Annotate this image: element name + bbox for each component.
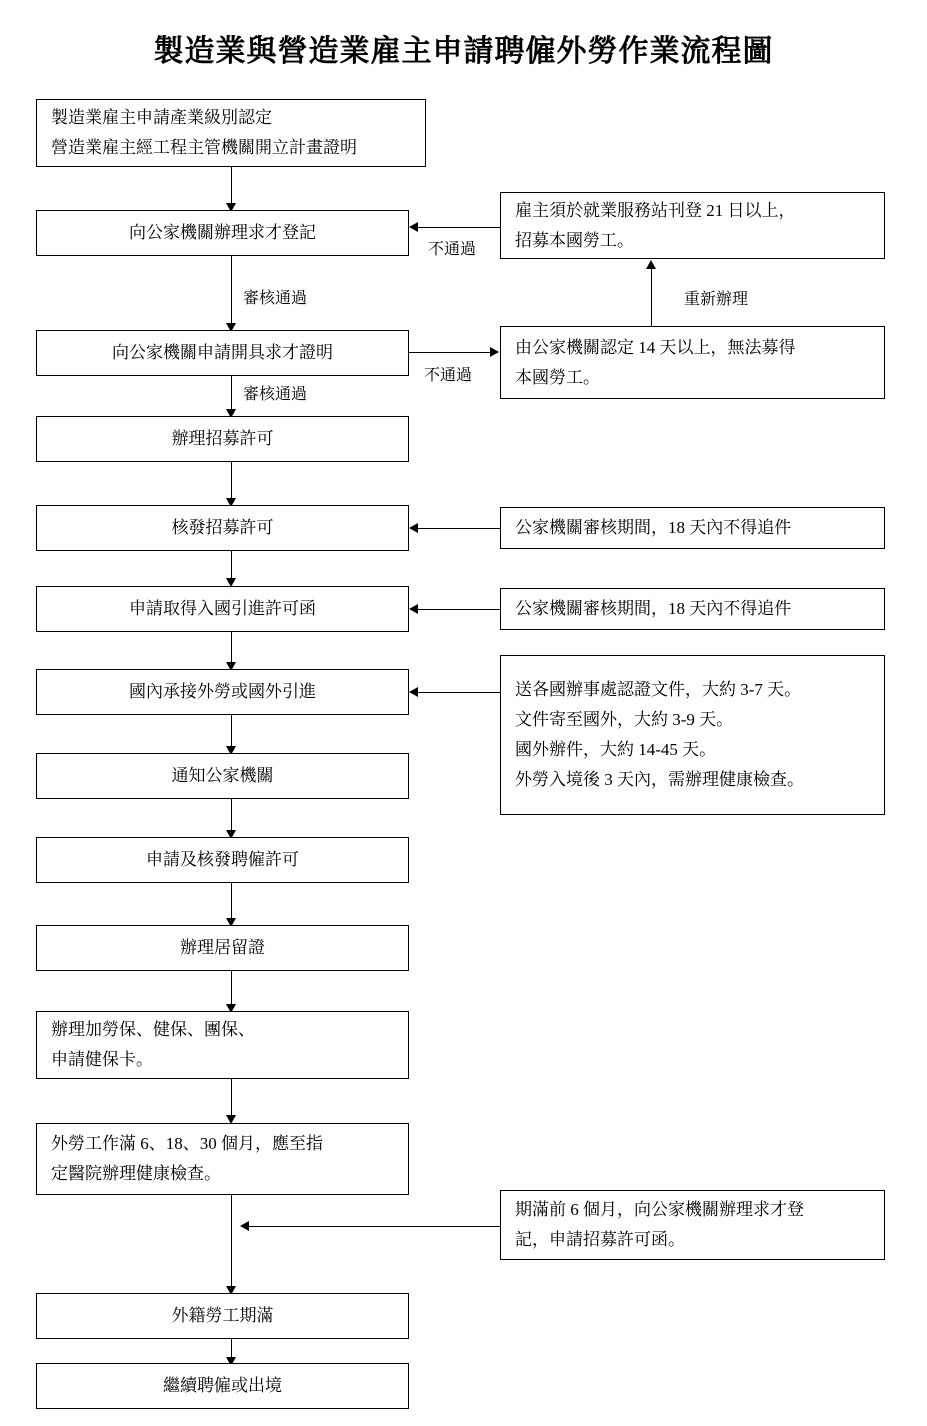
label-fail-1: 不通過 <box>428 241 477 258</box>
note-renew-before-expiry <box>500 1190 885 1260</box>
note-line: 公家機關審核期間，18 天內不得追件 <box>515 599 792 618</box>
connector-s4-n6 <box>418 609 500 610</box>
page-title: 製造業與營造業雇主申請聘僱外勞作業流程圖 <box>153 35 774 68</box>
note-14days-unable-to-recruit <box>500 326 885 399</box>
connector-n2-n3 <box>231 256 232 328</box>
node-continue-or-depart <box>36 1363 409 1409</box>
note-review-18days-1 <box>500 507 885 549</box>
note-overseas-document-timeline <box>500 655 885 815</box>
connector-n12-n13 <box>231 1195 232 1288</box>
node-line: 營造業雇主經工程主管機關開立計畫證明 <box>51 138 357 157</box>
connector-n3-s2 <box>409 352 491 353</box>
node-entry-permit-letter <box>36 586 409 632</box>
arrow-s2-s1 <box>646 260 656 269</box>
node-line: 辦理加勞保、健保、團保、 <box>51 1020 255 1039</box>
node-line: 申請及核發聘僱許可 <box>146 850 299 869</box>
label-redo: 重新辦理 <box>684 291 749 308</box>
node-line: 定醫院辦理健康檢查。 <box>51 1164 221 1183</box>
node-line: 繼續聘僱或出境 <box>163 1376 282 1395</box>
node-line: 申請取得入國引進許可函 <box>129 599 316 618</box>
arrow-s5-n7 <box>409 687 418 697</box>
note-line: 期滿前 6 個月，向公家機關辦理求才登 <box>515 1200 804 1219</box>
note-review-18days-2 <box>500 588 885 630</box>
connector-s2-s1 <box>651 268 652 326</box>
node-line: 辦理招募許可 <box>171 429 274 448</box>
node-contract-expiry <box>36 1293 409 1339</box>
note-line: 雇主須於就業服務站刊登 21 日以上， <box>515 200 796 220</box>
node-notify-authority <box>36 753 409 799</box>
note-line: 招募本國勞工。 <box>515 230 634 250</box>
arrow-s4-n6 <box>409 604 418 614</box>
label-pass-2: 審核通過 <box>243 386 308 403</box>
node-line: 向公家機關辦理求才登記 <box>129 223 316 242</box>
node-line: 外籍勞工期滿 <box>171 1306 274 1325</box>
note-job-posting-21days <box>500 192 885 259</box>
note-line: 本國勞工。 <box>515 367 600 387</box>
node-job-vacancy-registration <box>36 210 409 256</box>
arrow-s1-n2 <box>409 222 418 232</box>
node-line: 申請健保卡。 <box>51 1050 153 1069</box>
note-line: 外勞入境後 3 天內，需辦理健康檢查。 <box>515 770 804 789</box>
node-line: 外勞工作滿 6、18、30 個月，應至指 <box>51 1134 323 1153</box>
node-line: 製造業雇主申請產業級別認定 <box>51 108 272 127</box>
label-fail-2: 不通過 <box>424 367 473 384</box>
label-pass-1: 審核通過 <box>243 290 308 307</box>
node-domestic-transfer-or-overseas-intro <box>36 669 409 715</box>
node-line: 國內承接外勞或國外引進 <box>129 682 316 701</box>
connector-n1-n2 <box>231 167 232 207</box>
node-line: 辦理居留證 <box>180 938 265 957</box>
node-apply-vacancy-certificate <box>36 330 409 376</box>
connector-s3-n5 <box>418 528 500 529</box>
node-periodic-health-check <box>36 1123 409 1195</box>
note-line: 公家機關審核期間，18 天內不得追件 <box>515 518 792 537</box>
node-residence-permit <box>36 925 409 971</box>
connector-s5-n7 <box>418 692 500 693</box>
connector-s6-main <box>249 1226 500 1227</box>
node-industry-certification <box>36 99 426 167</box>
note-line: 由公家機關認定 14 天以上，無法募得 <box>515 337 796 357</box>
connector-s1-n2 <box>418 227 500 228</box>
node-line: 向公家機關申請開具求才證明 <box>112 343 333 362</box>
node-insurance-enrollment <box>36 1011 409 1079</box>
node-recruitment-permit-process <box>36 416 409 462</box>
note-line: 文件寄至國外，大約 3-9 天。 <box>515 710 734 729</box>
arrow-s3-n5 <box>409 523 418 533</box>
note-line: 國外辦件，大約 14-45 天。 <box>515 740 717 759</box>
node-apply-employment-permit <box>36 837 409 883</box>
note-line: 記，申請招募許可函。 <box>515 1230 685 1249</box>
node-issue-recruitment-permit <box>36 505 409 551</box>
node-line: 通知公家機關 <box>171 766 274 785</box>
arrow-n3-s2 <box>490 347 499 357</box>
note-line: 送各國辦事處認證文件，大約 3-7 天。 <box>515 680 802 699</box>
node-line: 核發招募許可 <box>171 518 274 537</box>
arrow-s6-main <box>240 1221 249 1231</box>
